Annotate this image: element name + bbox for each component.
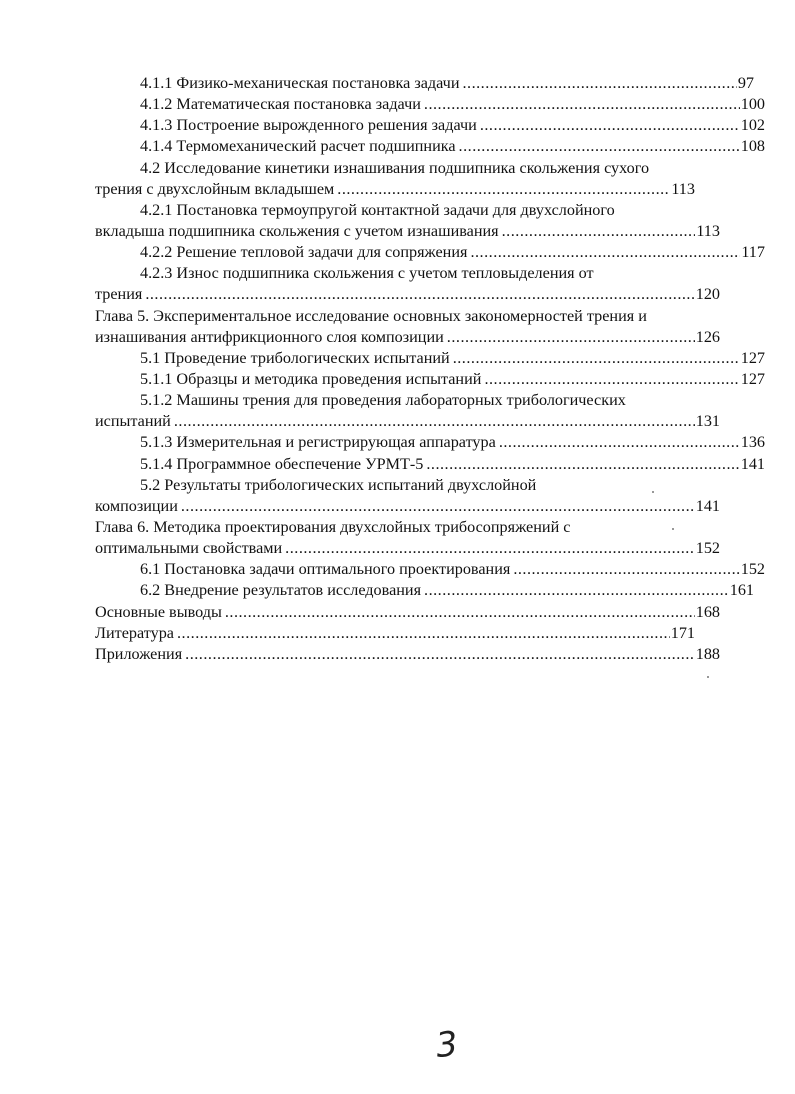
toc-entry-title: 4.1.2 Математическая постановка задачи xyxy=(140,95,421,114)
toc-page-number: 136 xyxy=(740,433,765,452)
toc-entry-title-cont: трения с двухслойным вкладышем xyxy=(95,179,335,198)
toc-page-number: 126 xyxy=(695,327,720,346)
toc-page-number: 152 xyxy=(695,539,720,558)
toc-entry-title: 4.2.2 Решение тепловой задачи для сопряжения xyxy=(140,243,468,262)
toc-entry-5-1 xyxy=(95,348,765,369)
toc-chapter-5-line1: Глава 5. Экспериментальное исследование основных закономерностей трения и xyxy=(95,306,647,325)
toc-entry-title-cont: композиции xyxy=(95,496,178,515)
toc-entry-title-cont: оптимальными свойствами xyxy=(95,539,283,558)
toc-entry-5-1-4 xyxy=(95,454,765,475)
toc-entry-title: 6.2 Внедрение результатов исследования xyxy=(140,581,422,600)
toc-chapter-5 xyxy=(95,327,720,348)
toc-page-number: 171 xyxy=(670,623,695,642)
toc-entry-title: 6.1 Постановка задачи оптимального проектирования xyxy=(140,560,511,579)
table-of-contents xyxy=(95,73,765,665)
toc-entry-4-1-3 xyxy=(95,115,765,136)
toc-page-number: 141 xyxy=(695,496,720,515)
toc-conclusions xyxy=(95,602,720,623)
toc-entry-title: 5.1.4 Программное обеспечение УРМТ-5 xyxy=(140,454,424,473)
toc-page-number: 161 xyxy=(729,581,754,600)
toc-entry-4-2-1 xyxy=(95,221,720,242)
toc-page-number: 127 xyxy=(740,348,765,367)
toc-entry-title: 4.1.4 Термомеханический расчет подшипника xyxy=(140,137,456,156)
toc-entry-title: 4.1.1 Физико-механическая постановка задачи xyxy=(140,74,460,92)
toc-entry-5-1-2-line1: 5.1.2 Машины трения для проведения лабораторных трибологических xyxy=(140,391,626,410)
toc-page-number: 141 xyxy=(740,454,765,473)
toc-literature xyxy=(95,623,695,644)
toc-entry-4-1-4 xyxy=(95,136,765,157)
handwritten-page-number: 3 xyxy=(433,1023,460,1067)
toc-chapter-6 xyxy=(95,538,720,559)
toc-entry-4-2-2 xyxy=(95,242,765,263)
toc-entry-title: 5.1 Проведение трибологических испытаний xyxy=(140,348,450,367)
toc-entry-6-1 xyxy=(95,559,765,580)
toc-entry-4-1-2 xyxy=(95,94,765,115)
toc-entry-4-1-1 xyxy=(95,73,754,94)
toc-page-number: 152 xyxy=(740,560,765,579)
toc-entry-5-1-1 xyxy=(95,369,765,390)
toc-entry-title: 4.1.3 Построение вырожденного решения задачи xyxy=(140,116,477,135)
toc-entry-5-1-3 xyxy=(95,432,765,453)
toc-entry-4-2 xyxy=(95,179,695,200)
toc-page-number: 113 xyxy=(671,179,695,198)
toc-page-number: 120 xyxy=(695,285,720,304)
toc-appendices xyxy=(95,644,720,665)
toc-page-number: 127 xyxy=(740,369,765,388)
toc-page-number: 97 xyxy=(737,74,754,92)
toc-entry-title: Основные выводы xyxy=(95,602,222,621)
toc-page-number: 168 xyxy=(695,602,720,621)
toc-entry-title-cont: вкладыша подшипника скольжения с учетом изнашивания xyxy=(95,221,499,240)
toc-entry-5-1-2 xyxy=(95,411,720,432)
toc-entry-title-cont: изнашивания антифрикционного слоя композиции xyxy=(95,327,444,346)
toc-page-number: 117 xyxy=(741,243,765,262)
toc-page-number: 113 xyxy=(696,221,720,240)
toc-entry-4-2-3 xyxy=(95,284,720,305)
toc-entry-title-cont: трения xyxy=(95,285,143,304)
toc-page-number: 100 xyxy=(740,95,765,114)
toc-entry-4-2-line1: 4.2 Исследование кинетики изнашивания подшипника скольжения сухого xyxy=(140,158,650,177)
toc-entry-4-2-3-line1: 4.2.3 Износ подшипника скольжения с учетом тепловыделения от xyxy=(140,264,594,283)
toc-page-number: 188 xyxy=(695,644,720,663)
toc-entry-6-2 xyxy=(95,580,754,601)
toc-entry-5-2-line1: 5.2 Результаты трибологических испытаний двухслойной xyxy=(140,475,537,494)
toc-entry-title: 5.1.3 Измерительная и регистрирующая аппаратура xyxy=(140,433,496,452)
toc-entry-4-2-1-line1: 4.2.1 Постановка термоупругой контактной задачи для двухслойного xyxy=(140,200,615,219)
toc-chapter-6-line1: Глава 6. Методика проектирования двухслойных трибосопряжений с xyxy=(95,517,571,536)
toc-page-number: 131 xyxy=(695,412,720,431)
toc-entry-5-2 xyxy=(95,496,720,517)
toc-entry-title: Литература xyxy=(95,623,174,642)
toc-entry-title: Приложения xyxy=(95,644,183,663)
toc-entry-title: 5.1.1 Образцы и методика проведения испытаний xyxy=(140,369,482,388)
toc-page-number: 102 xyxy=(740,116,765,135)
toc-page-number: 108 xyxy=(740,137,765,156)
toc-entry-title-cont: испытаний xyxy=(95,412,171,431)
